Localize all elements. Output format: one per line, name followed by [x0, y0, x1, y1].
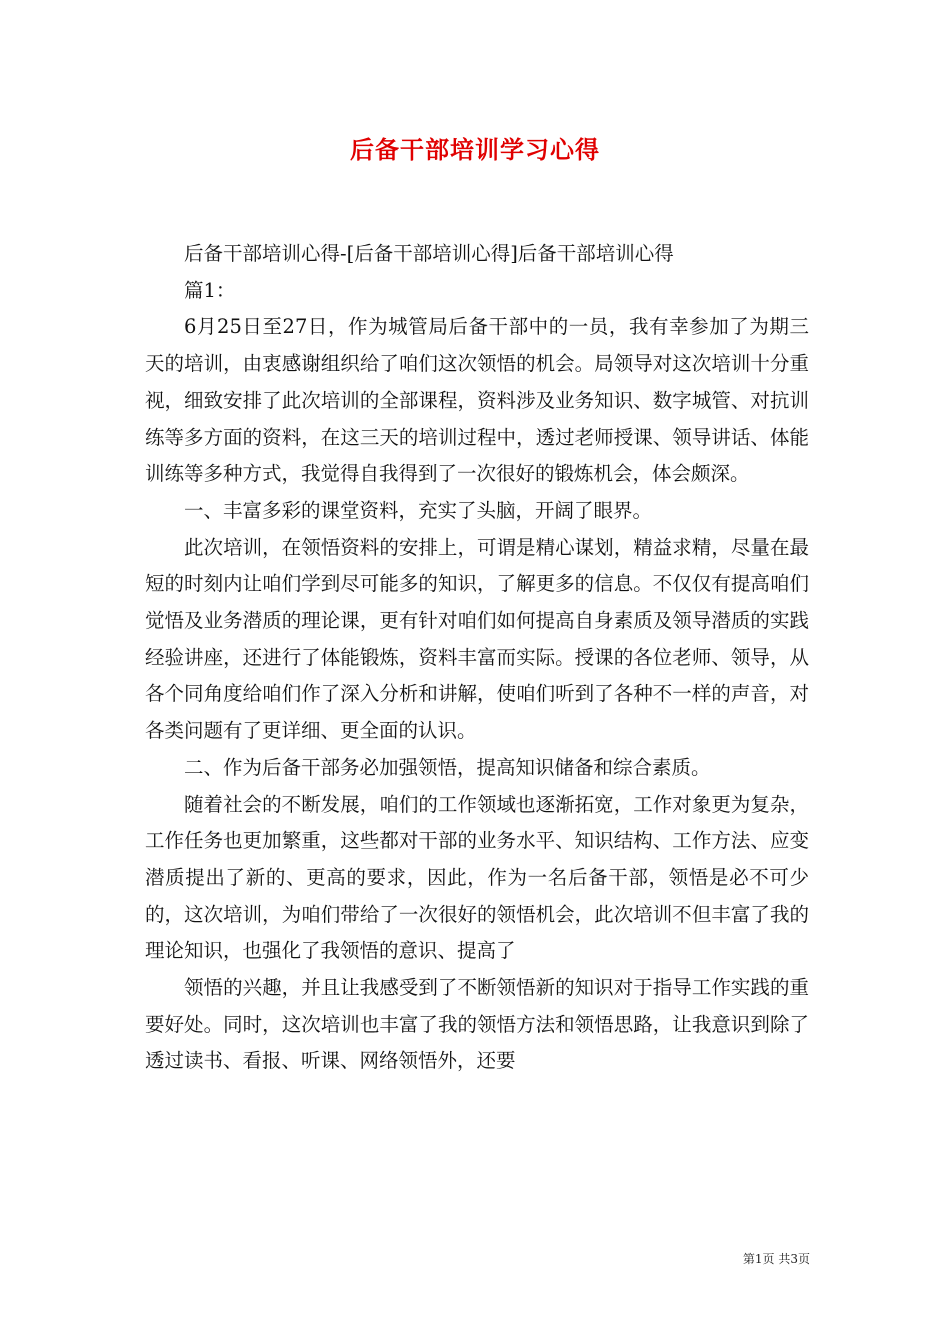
paragraph-content-one: 此次培训，在领悟资料的安排上，可谓是精心谋划，精益求精，尽量在最短的时刻内让咱们学到尽可能多的知识，了解更多的信息。不仅仅有提高咱们觉悟及业务潜质的理论课，更有针对咱们如何提高自身素质及领导潜质的实践经验讲座，还进行了体能锻炼，资料丰富而实际。授课的各位老师、领导，从各个同角度给咱们作了深入分析和讲解，使咱们听到了各种不一样的声音，对各类问题有了更详细、更全面的认识。 [145, 535, 809, 743]
page-number-footer: 第1页 共3页 [742, 1252, 810, 1266]
paragraph-content-three: 领悟的兴趣，并且让我感受到了不断领悟新的知识对于指导工作实践的重要好处。同时，这次培训也丰富了我的领悟方法和领悟思路，让我意识到除了透过读书、看报、听课、网络领悟外，还要 [145, 976, 809, 1073]
paragraph-content-two: 随着社会的不断发展，咱们的工作领域也逐渐拓宽，工作对象更为复杂，工作任务也更加繁重，这些都对干部的业务水平、知识结构、工作方法、应变潜质提出了新的、更高的要求，因此，作为一名后备干部，领悟是必不可少的，这次培训，为咱们带给了一次很好的领悟机会，此次培训不但丰富了我的理论知识，也强化了我领悟的意识、提高了 [145, 792, 809, 963]
paragraph-heading-two: 二、作为后备干部务必加强领悟，提高知识储备和综合素质。 [184, 755, 711, 779]
paragraph-heading-one: 一、丰富多彩的课堂资料，充实了头脑，开阔了眼界。 [184, 498, 653, 522]
paragraph-intro: 6月25日至27日，作为城管局后备干部中的一员，我有幸参加了为期三天的培训，由衷感谢组织给了咱们这次领悟的机会。局领导对这次培训十分重视，细致安排了此次培训的全部课程，资料涉及业务知识、数字城管、对抗训练等多方面的资料，在这三天的培训过程中，透过老师授课、领导讲话、体能训练等多种方式，我觉得自我得到了一次很好的锻炼机会，体会颇深。 [145, 315, 809, 486]
document-title: 后备干部培训学习心得 [350, 136, 600, 164]
paragraph-subtitle: 后备干部培训心得-[后备干部培训心得]后备干部培训心得 [184, 242, 674, 265]
paragraph-section-label: 篇1： [184, 278, 236, 302]
document-body [145, 236, 809, 1080]
